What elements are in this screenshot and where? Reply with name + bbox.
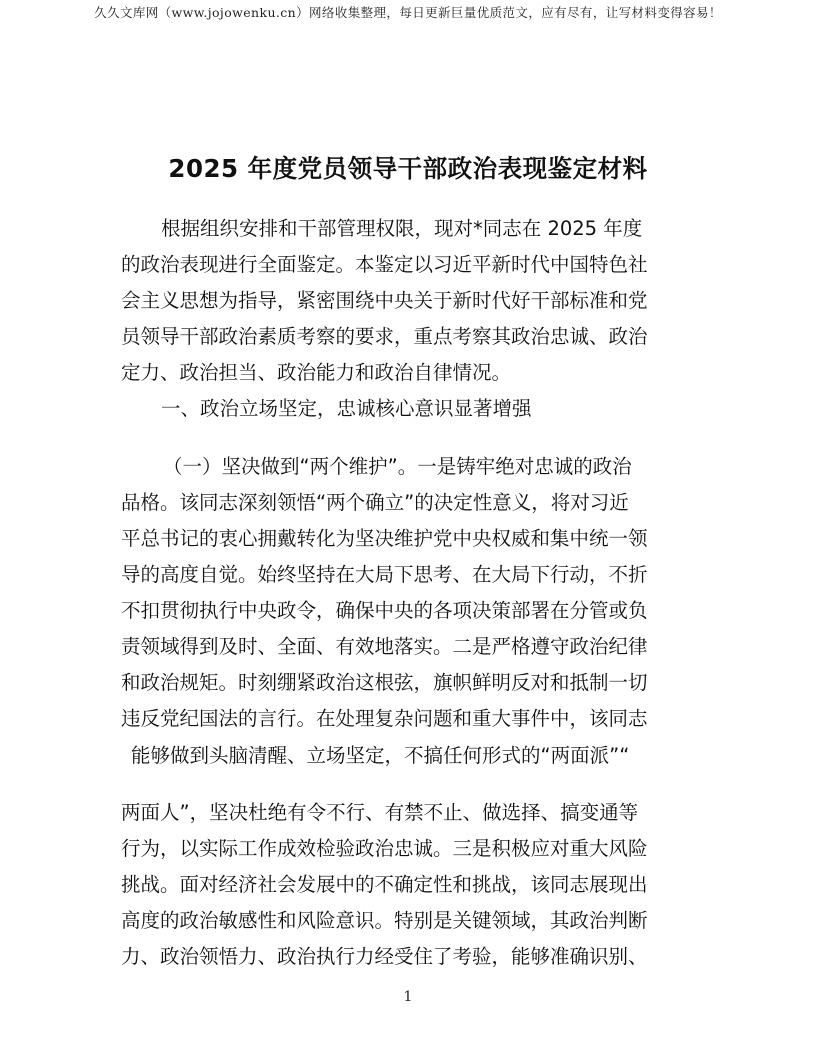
paragraph-line: 导的高度自觉。始终坚持在大局下思考、在大局下行动，不折 (121, 563, 648, 586)
page-number: 1 (403, 989, 413, 1005)
paragraph-line: 挑战。面对经济社会发展中的不确定性和挑战，该同志展现出 (121, 873, 648, 896)
site-header-banner: 久久文库网（www.jojowenku.cn）网络收集整理，每日更新巨量优质范文，应有尽有，让写材料变得容易！ (94, 5, 722, 20)
paragraph-line: 品格。该同志深刻领悟“两个确立”的决定性意义，将对习近 (121, 491, 629, 514)
paragraph-line: 能够做到头脑清醒、立场坚定，不搞任何形式的“两面派”“ (131, 744, 630, 767)
document-title: 2025 年度党员领导干部政治表现鉴定材料 (168, 154, 648, 183)
paragraph-line: 不扣贯彻执行中央政令，确保中央的各项决策部署在分管或负 (121, 599, 648, 622)
paragraph-line: 定力、政治担当、政治能力和政治自律情况。 (121, 361, 512, 384)
paragraph-line: 高度的政治敏感性和风险意识。特别是关键领域，其政治判断 (121, 909, 648, 932)
paragraph-line: 平总书记的衷心拥戴转化为坚决维护党中央权威和集中统一领 (121, 527, 648, 550)
paragraph-line: 会主义思想为指导，紧密围绕中央关于新时代好干部标准和党 (121, 289, 648, 312)
paragraph-line: （一）坚决做到“两个维护”。一是铸牢绝对忠诚的政治 (163, 455, 632, 478)
paragraph-line: 力、政治领悟力、政治执行力经受住了考验，能够准确识别、 (121, 945, 648, 968)
paragraph-line: 两面人”，坚决杜绝有令不行、有禁不止、做选择、搞变通等 (121, 801, 639, 824)
paragraph-line: 根据组织安排和干部管理权限，现对*同志在 2025 年度 (161, 217, 643, 240)
paragraph-line: 和政治规矩。时刻绷紧政治这根弦，旗帜鲜明反对和抵制一切 (121, 671, 648, 694)
paragraph-line: 员领导干部政治素质考察的要求，重点考察其政治忠诚、政治 (121, 325, 648, 348)
paragraph-line: 的政治表现进行全面鉴定。本鉴定以习近平新时代中国特色社 (121, 253, 648, 276)
section-heading: 一、政治立场坚定，忠诚核心意识显著增强 (161, 397, 532, 420)
paragraph-line: 责领域得到及时、全面、有效地落实。二是严格遵守政治纪律 (121, 635, 648, 658)
paragraph-line: 行为，以实际工作成效检验政治忠诚。三是积极应对重大风险 (121, 837, 648, 860)
paragraph-line: 违反党纪国法的言行。在处理复杂问题和重大事件中，该同志 (121, 707, 648, 730)
